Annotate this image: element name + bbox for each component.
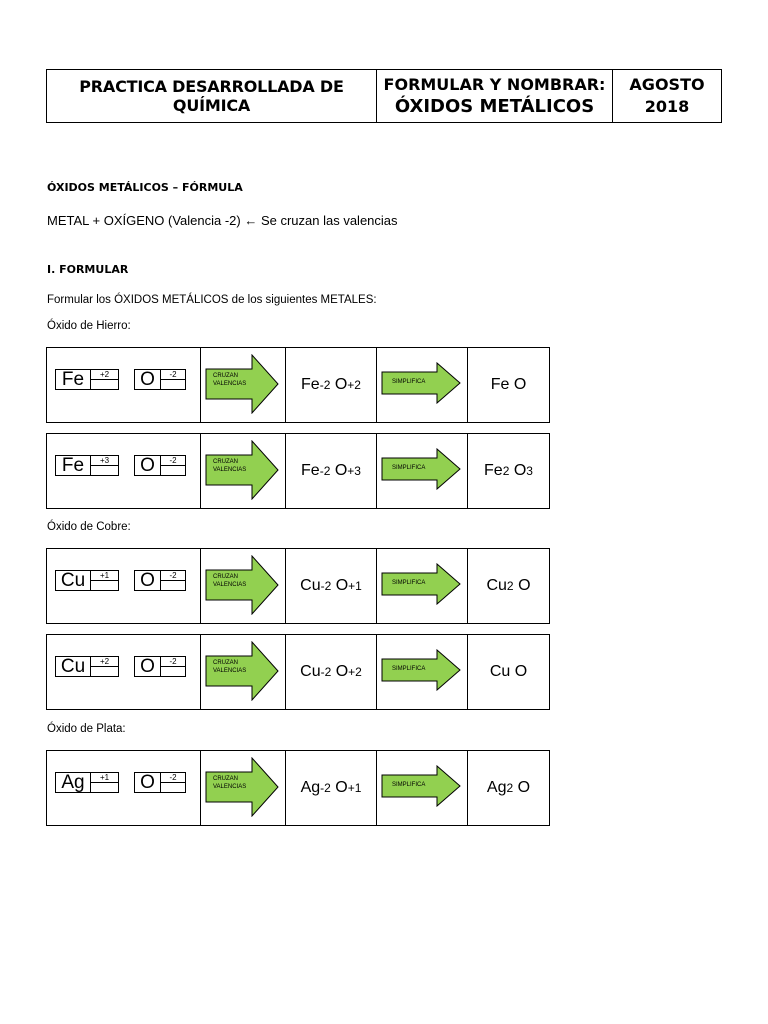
section-title-formular: I. FORMULAR [47,263,129,276]
result-metal: Fe [490,376,510,393]
cross-arrow-label [213,775,246,791]
cross-label-line-1: CRUZAN [213,574,238,580]
oxygen-valence: -2 [169,657,177,666]
metal-box [55,772,119,793]
valence-divider [91,379,118,380]
oxygen-valence-box [161,657,185,676]
result-formula-cell [468,434,549,508]
oxygen-box [134,455,186,476]
valence-cell [47,434,201,508]
exercise-row [46,433,550,509]
crossed-formula [286,751,376,825]
result-oxygen-sub: 3 [526,464,533,478]
simplify-arrow-cell [377,549,468,623]
oxygen-symbol: O [135,370,161,389]
oxygen-symbol: O [135,456,161,475]
crossed-formula-cell [286,635,377,709]
crossed-metal-sub: -2 [319,464,331,478]
metal-symbol: Fe [56,456,91,475]
simplify-label: SIMPLIFICA [392,580,426,586]
result-metal: Ag [486,779,507,796]
oxygen-box [134,656,186,677]
metal-valence-box [91,773,118,792]
crossed-metal-sub: -2 [320,665,332,679]
metal-symbol: Cu [56,571,91,590]
cross-label-line-2: VALENCIAS [213,668,247,674]
topic-line-2: ÓXIDOS METÁLICOS [394,96,595,117]
simplify-label: SIMPLIFICA [392,379,426,385]
metal-valence: +1 [99,773,110,782]
result-metal: Fe [484,462,503,479]
result-metal-sub: 2 [506,781,514,795]
crossed-oxygen-sub: +2 [347,378,361,392]
result-formula-cell [468,549,549,623]
valence-divider [161,580,185,581]
result-formula-cell [468,348,549,422]
cross-label-line-2: VALENCIAS [213,467,247,473]
crossed-formula [286,348,376,422]
metal-symbol: Ag [56,773,91,792]
metal-valence-box [91,370,118,389]
cross-arrow-label [213,573,246,589]
section-title-formula: ÓXIDOS METÁLICOS – FÓRMULA [47,181,243,194]
result-metal: Cu [486,577,507,594]
exercise-row [46,548,550,624]
oxygen-valence-box [161,456,185,475]
crossed-oxygen-sub: +1 [348,579,362,593]
group-label: Óxido de Cobre: [47,521,131,533]
cross-label-line-2: VALENCIAS [213,784,247,790]
valence-cell [47,348,201,422]
cross-label-line-2: VALENCIAS [213,381,247,387]
valence-divider [161,379,185,380]
metal-valence-box [91,456,118,475]
result-metal: Cu [489,663,511,680]
oxygen-valence: -2 [169,571,177,580]
crossed-metal: Cu [300,577,321,594]
metal-symbol: Cu [56,657,91,676]
valence-divider [91,465,118,466]
valence-divider [91,666,118,667]
oxygen-box [134,772,186,793]
valence-cell [47,549,201,623]
header-topic [377,70,613,122]
cross-arrow-label [213,372,246,388]
oxygen-box [134,570,186,591]
oxygen-valence: -2 [169,456,177,465]
crossed-oxygen-sub: +1 [347,781,362,795]
oxygen-valence: -2 [169,773,177,782]
cross-label-line-1: CRUZAN [213,373,238,379]
simplify-label: SIMPLIFICA [392,465,426,471]
crossed-oxygen: O [335,577,349,594]
simplify-arrow-cell [377,434,468,508]
crossed-oxygen: O [335,663,349,680]
cross-arrow-label [213,659,246,675]
result-metal-sub: 2 [502,464,510,478]
crossed-formula-cell [286,751,377,825]
oxygen-valence-box [161,571,185,590]
result-formula [468,434,549,508]
oxygen-valence-box [161,370,185,389]
result-formula [468,549,549,623]
valence-divider [91,782,118,783]
oxygen-valence-box [161,773,185,792]
simplify-arrow-cell [377,751,468,825]
document-title: PRACTICA DESARROLLADA DE QUÍMICA [79,77,344,115]
simplify-arrow-cell [377,635,468,709]
metal-box [55,570,119,591]
crossed-formula [286,434,376,508]
cross-label-line-1: CRUZAN [213,776,238,782]
crossed-metal-sub: -2 [320,579,332,593]
crossed-metal: Ag [300,779,321,796]
cross-label-line-2: VALENCIAS [213,582,247,588]
crossed-oxygen-sub: +3 [347,464,361,478]
metal-box [55,455,119,476]
result-oxygen: O [513,462,527,479]
crossed-oxygen: O [335,779,348,796]
crossed-formula-cell [286,434,377,508]
result-oxygen: O [518,577,531,594]
crossed-oxygen-sub: +2 [348,665,362,679]
exercise-row [46,634,550,710]
result-metal-sub: 2 [506,579,514,593]
metal-symbol: Fe [56,370,91,389]
oxygen-box [134,369,186,390]
crossed-oxygen: O [334,376,348,393]
cross-label-line-1: CRUZAN [213,660,238,666]
exercise-row [46,347,550,423]
date-month: AGOSTO [629,75,705,94]
valence-divider [161,666,185,667]
result-oxygen: O [517,779,531,796]
simplify-label: SIMPLIFICA [392,666,426,672]
crossed-metal: Cu [300,663,321,680]
topic-line-1: FORMULAR Y NOMBRAR: [383,75,606,94]
cross-label-line-1: CRUZAN [213,459,238,465]
valence-cell [47,635,201,709]
metal-valence: +2 [99,370,110,379]
result-formula-cell [468,635,549,709]
metal-valence-box [91,571,118,590]
metal-valence: +1 [99,571,110,580]
metal-box [55,369,119,390]
metal-valence: +3 [99,456,110,465]
exercise-row [46,750,550,826]
crossed-metal: Fe [301,376,320,393]
group-label: Óxido de Hierro: [47,320,131,332]
header-table [46,69,722,123]
simplify-label: SIMPLIFICA [392,782,426,788]
simplify-arrow-cell [377,348,468,422]
result-oxygen: O [513,376,527,393]
header-title [47,70,377,122]
crossed-metal-sub: -2 [319,378,331,392]
oxygen-symbol: O [135,571,161,590]
oxygen-symbol: O [135,773,161,792]
crossed-metal-sub: -2 [320,781,331,795]
crossed-metal: Fe [301,462,320,479]
valence-divider [91,580,118,581]
instruction-text: Formular los ÓXIDOS METÁLICOS de los siguientes METALES: [47,294,377,306]
cross-arrow-cell [201,434,286,508]
oxygen-symbol: O [135,657,161,676]
result-formula [468,348,549,422]
group-label: Óxido de Plata: [47,723,126,735]
valence-divider [161,465,185,466]
result-formula-cell [468,751,549,825]
rule-text: METAL + OXÍGENO (Valencia -2) ← Se cruzan las valencias [47,213,398,228]
date-year: 2018 [644,97,690,116]
valence-cell [47,751,201,825]
result-formula [468,635,549,709]
metal-valence-box [91,657,118,676]
crossed-formula [286,549,376,623]
metal-valence: +2 [99,657,110,666]
valence-divider [161,782,185,783]
oxygen-valence: -2 [169,370,177,379]
crossed-formula-cell [286,348,377,422]
crossed-formula-cell [286,549,377,623]
crossed-formula [286,635,376,709]
cross-arrow-cell [201,549,286,623]
result-formula [468,751,549,825]
metal-box [55,656,119,677]
crossed-oxygen: O [334,462,348,479]
cross-arrow-cell [201,348,286,422]
cross-arrow-cell [201,635,286,709]
cross-arrow-label [213,458,246,474]
header-date [613,70,721,122]
cross-arrow-cell [201,751,286,825]
result-oxygen: O [514,663,528,680]
